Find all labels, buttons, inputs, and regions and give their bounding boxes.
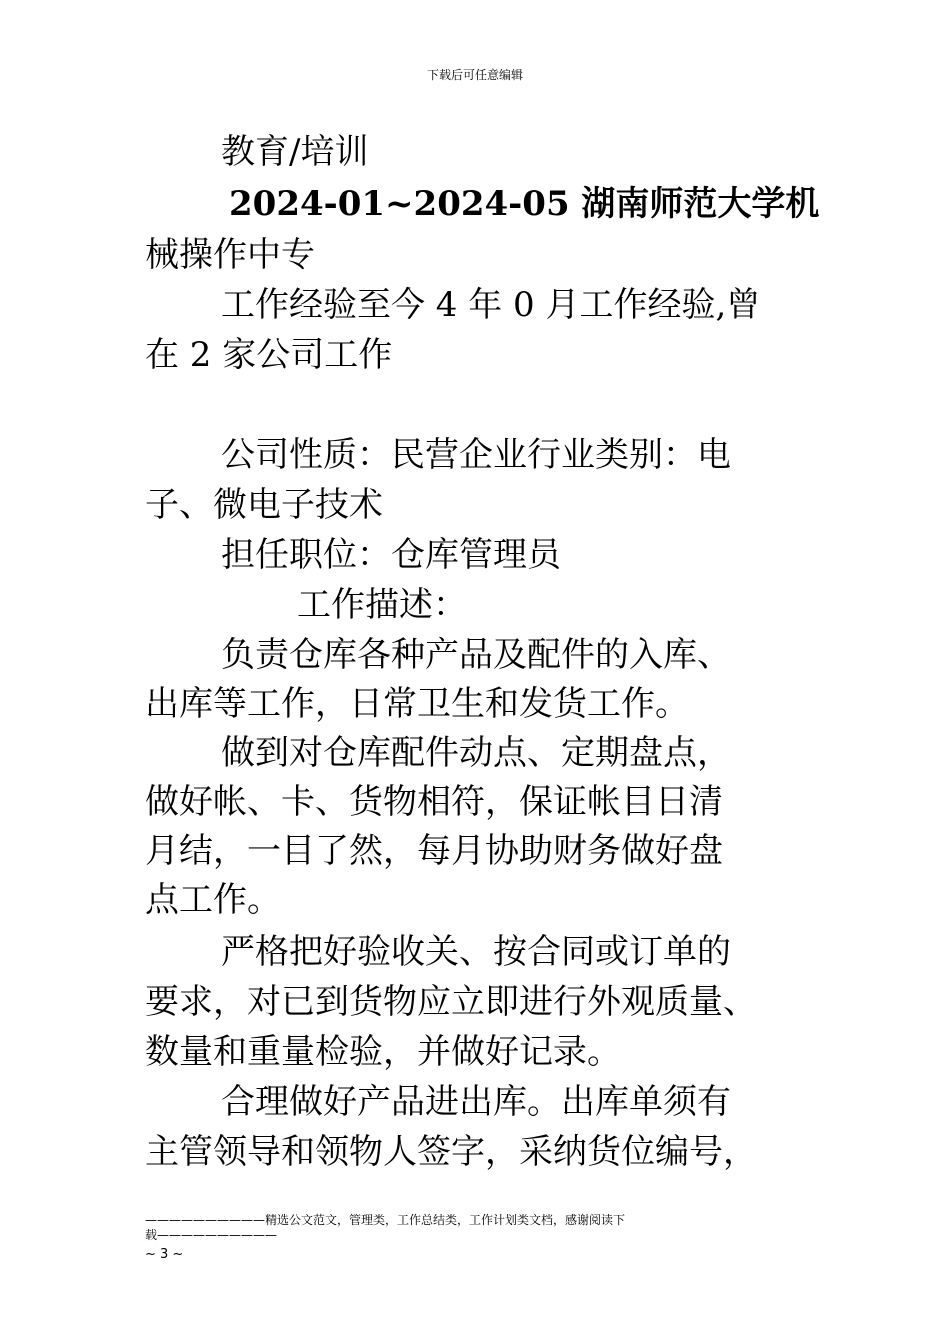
- experience-line-1: 工作经验至今 4 年 0 月工作经验,曾: [221, 285, 761, 325]
- paragraph-3-line-1: 严格把好验收关、按合同或订单的: [221, 932, 731, 972]
- experience-line-2: 在 2 家公司工作: [145, 335, 393, 375]
- education-line-1: 2024-01~2024-05 湖南师范大学机: [229, 184, 820, 224]
- section-title: 教育/培训: [221, 132, 369, 172]
- paragraph-3-line-3: 数量和重量检验，并做好记录。: [145, 1032, 621, 1072]
- company-line-2: 子、微电子技术: [145, 485, 383, 525]
- paragraph-4-line-1: 合理做好产品进出库。出库单须有: [221, 1082, 731, 1122]
- paragraph-1-line-1: 负责仓库各种产品及配件的入库、: [221, 635, 731, 675]
- paragraph-2-line-2: 做好帐、卡、货物相符，保证帐目日清: [145, 782, 723, 822]
- page-header: 下载后可任意编辑: [426, 68, 523, 82]
- description-title: 工作描述：: [297, 585, 467, 625]
- paragraph-2-line-1: 做到对仓库配件动点、定期盘点，: [221, 733, 731, 773]
- paragraph-2-line-3: 月结，一目了然，每月协助财务做好盘: [145, 831, 723, 871]
- company-line-1: 公司性质：民营企业行业类别：电: [221, 435, 731, 475]
- paragraph-1-line-2: 出库等工作，日常卫生和发货工作。: [145, 684, 689, 724]
- paragraph-2-line-4: 点工作。: [145, 880, 281, 920]
- paragraph-4-line-2: 主管领导和领物人签字，采纳货位编号，: [145, 1132, 757, 1172]
- footer-note-line-2: 载——————————: [145, 1228, 278, 1242]
- education-line-2: 械操作中专: [145, 235, 315, 275]
- position-line: 担任职位：仓库管理员: [221, 535, 561, 575]
- paragraph-3-line-2: 要求，对已到货物应立即进行外观质量、: [145, 982, 757, 1022]
- page-number: ~ 3 ~: [145, 1247, 184, 1262]
- footer-note-line-1: ——————————精选公文范文，管理类，工作总结类，工作计划类文档，感谢阅读下: [145, 1213, 626, 1227]
